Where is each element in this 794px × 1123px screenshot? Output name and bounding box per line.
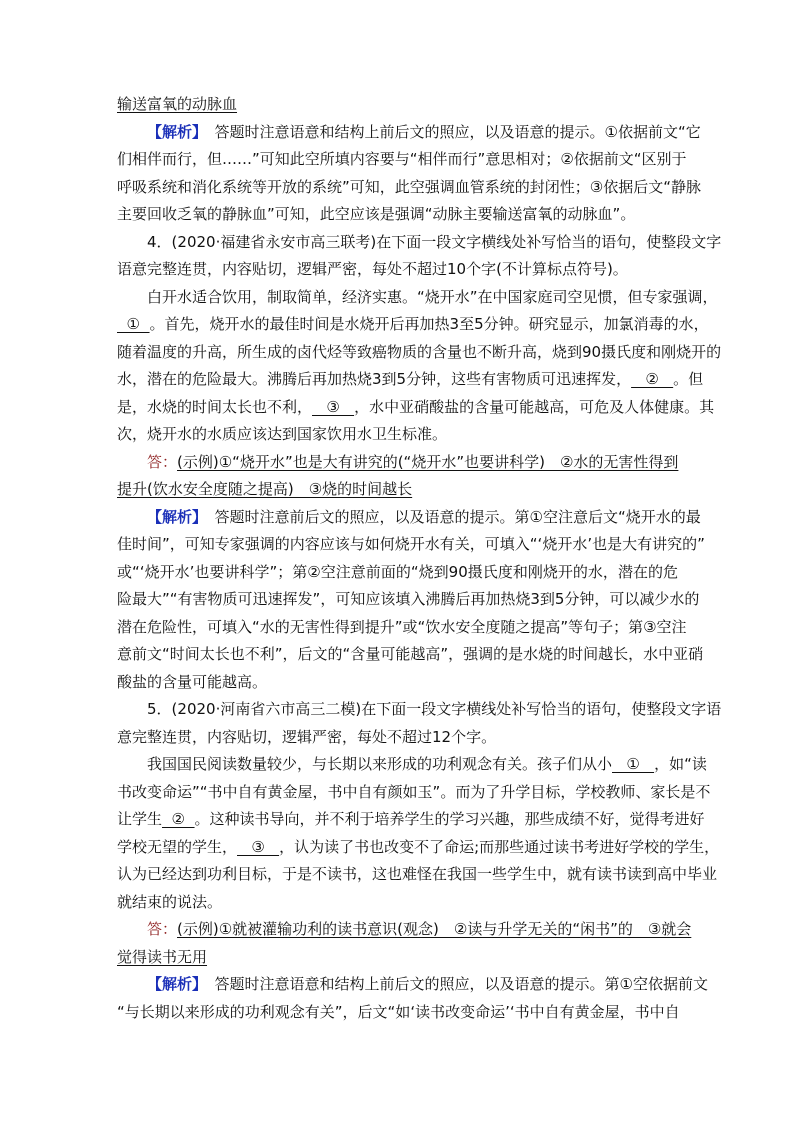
text-line (117, 339, 722, 367)
text-run: 随着温度的升高，所生成的卤代烃等致癌物质的含量也不断升高，烧到90摄氏度和刚烧开的 (117, 342, 722, 361)
text-run: 认为已经达到功利目标，于是不读书，这也难怪在我国一些学生中，就有读书读到高中毕业 (117, 865, 718, 883)
text-run: 潜在危险性，可填入“水的无害性得到提升”或“饮水安全度随之提高”等句子；第③空注 (117, 617, 687, 636)
text-line (117, 889, 678, 917)
answer-label: 答： (147, 920, 178, 938)
fill-blank: ① (612, 755, 655, 773)
text-run: 是，水烧的时间太长也不利， (117, 397, 313, 416)
text-line (117, 119, 701, 147)
text-run: 意前文“时间太长也不利”，后文的“含量可能越高”，强调的是水烧的时间越长，水中亚硝 (117, 645, 704, 663)
text-line (117, 311, 709, 339)
fill-blank: ③ (237, 837, 280, 856)
text-line (117, 586, 700, 614)
answer-text: 提升(饮水安全度随之提高) ③烧的时间越长 (117, 480, 413, 498)
text-run: ，认为读了书也改变不了命运;而那些通过读书考进好学校的学生， (279, 837, 720, 856)
text-run: 书改变命运”“书中自有黄金屋，书中自有颜如玉”。而为了升学目标，学校教师、家长是不 (117, 782, 711, 801)
text-run: 学校无望的学生， (117, 837, 238, 856)
text-line (117, 174, 701, 202)
text-run: 酸盐的含量可能越高。 (117, 672, 268, 691)
fill-blank: ② (631, 370, 674, 388)
text-line (117, 394, 715, 422)
text-line (117, 669, 678, 697)
text-line (117, 751, 707, 779)
text-line (117, 971, 708, 999)
text-run: 佳时间”，可知专家强调的内容应该与如何烧开水有关，可填入“‘烧开水’也是大有讲究的” (117, 535, 705, 553)
text-line (117, 146, 687, 174)
text-run: ，水中亚硝酸盐的含量可能越高，可危及人体健康。其 (354, 397, 715, 416)
text-run: 险最大”“有害物质可迅速挥发”，可知应该填入沸腾后再加热烧3到5分钟，可以减少水的 (117, 590, 700, 608)
text-run: 水，潜在的危险最大。沸腾后再加热烧3到5分钟，这些有害物质可迅速挥发， (117, 370, 632, 388)
text-line (117, 229, 722, 257)
text-run: 呼吸系统和消化系统等开放的系统”可知，此空强调血管系统的封闭性；③依据后文“静脉 (117, 177, 701, 196)
text-run: 白开水适合饮用，制取简单，经济实惠。“烧开水”在中国家庭司空见惯，但专家强调， (147, 287, 718, 306)
text-line (117, 641, 704, 669)
text-run: 答题时注意前后文的照应，以及语意的提示。第①空注意后文“烧开水的最 (199, 507, 701, 526)
text-line (117, 944, 678, 972)
text-run: 次，烧开水的水质应该达到国家饮用水卫生标准。 (117, 425, 448, 443)
text-run: 答题时注意语意和结构上前后文的照应，以及语意的提示。①依据前文“它 (199, 122, 701, 141)
fill-blank: ② (162, 810, 195, 828)
document-body (117, 91, 722, 1026)
text-run: 语意完整连贯，内容贴切，逻辑严密，每处不超过10个字(不计算标点符号)。 (117, 260, 628, 278)
text-line (117, 201, 678, 229)
text-run: 让学生 (117, 810, 163, 828)
text-line (117, 696, 722, 724)
text-run: 5．(2020·河南省六市高三二模)在下面一段文字横线处补写恰当的语句，使整段文字语 (147, 700, 722, 718)
text-line (117, 779, 711, 807)
analysis-label: 【解析】 (147, 507, 200, 526)
text-line (117, 614, 687, 642)
text-run: 我国国民阅读数量较少，与长期以来形成的功利观念有关。孩子们从小 (147, 755, 613, 773)
text-run: 4．(2020·福建省永安市高三联考)在下面一段文字横线处补写恰当的语句，使整段文字 (147, 232, 722, 251)
text-line (117, 531, 705, 559)
text-line (117, 284, 718, 312)
text-line (117, 806, 705, 834)
text-line (117, 834, 720, 862)
text-line (117, 724, 678, 752)
analysis-label: 【解析】 (147, 122, 200, 141)
text-run: “与长期以来形成的功利观念有关”，后文“如‘读书改变命运’‘书中自有黄金屋，书中自 (117, 1002, 680, 1021)
text-run: 们相伴而行，但……”可知此空所填内容要与“相伴而行”意思相对；②依据前文“区别于 (117, 150, 687, 168)
text-line (117, 449, 678, 477)
answer-text: 觉得读书无用 (117, 947, 208, 966)
text-run: 或“‘烧开水’也要讲科学”；第②空注意前面的“烧到90摄氏度和刚烧开的水，潜在的危 (117, 562, 678, 581)
text-line (117, 916, 692, 944)
fill-blank: ③ (312, 397, 355, 416)
text-run: 。但 (673, 370, 704, 388)
text-line (117, 421, 678, 449)
answer-text: (示例)①就被灌输功利的读书意识(观念) ②读与升学无关的“闲书”的 ③就会 (177, 920, 692, 938)
text-line (117, 504, 701, 532)
text-run: 。首先，烧开水的最佳时间是水烧开后再加热3至5分钟。研究显示，加氯消毒的水， (149, 315, 709, 333)
text-line (117, 999, 678, 1027)
text-run: ，如“读 (654, 755, 707, 773)
text-run: 。这种读书导向，并不利于培养学生的学习兴趣，那些成绩不好，觉得考进好 (194, 810, 705, 828)
text-line (117, 256, 678, 284)
text-run: 主要回收乏氧的静脉血”可知，此空应该是强调“动脉主要输送富氧的动脉血”。 (117, 205, 636, 223)
text-line (117, 476, 678, 504)
text-line (117, 861, 718, 889)
text-line (117, 366, 704, 394)
answer-label: 答： (147, 452, 178, 471)
text-run: 答题时注意语意和结构上前后文的照应，以及语意的提示。第①空依据前文 (199, 975, 708, 993)
answer-text: 输送富氧的动脉血 (117, 95, 238, 113)
text-line (117, 559, 678, 587)
text-run: 意完整连贯，内容贴切，逻辑严密，每处不超过12个字。 (117, 727, 497, 746)
text-run: 就结束的说法。 (117, 892, 223, 911)
answer-text: (示例)①“烧开水”也是大有讲究的(“烧开水”也要讲科学) ②水的无害性得到 (177, 452, 679, 471)
analysis-label: 【解析】 (147, 975, 200, 993)
text-line (117, 91, 678, 119)
fill-blank: ① (117, 315, 150, 333)
